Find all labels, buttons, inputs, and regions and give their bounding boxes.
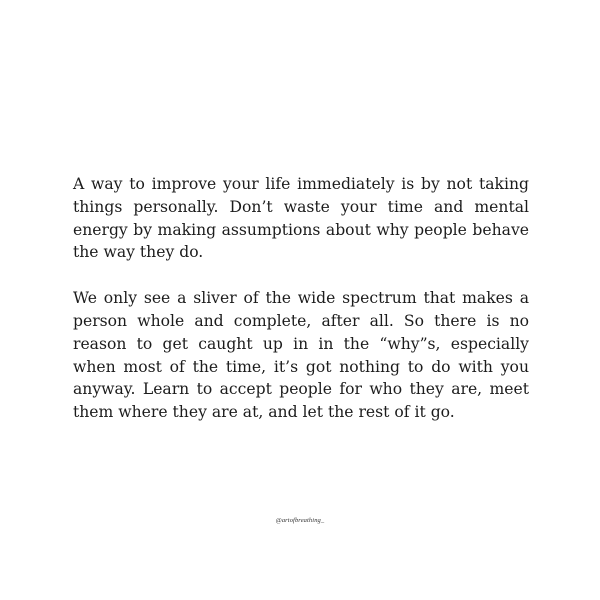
quote-paragraph-2: We only see a sliver of the wide spectrum that makes a person whole and complete, after all. So there is no reason to get caught up in in the “why”s, especially when most of the time, it’s got nothing to do with you anyway. Learn to accept people for who they are, meet them where they are at, and let the rest of it go. [73, 289, 529, 422]
quote-paragraph-1: A way to improve your life immediately is by not taking things personally. Don’t waste your time and mental energy by making assumptions about why people behave the way they do. [73, 175, 529, 262]
author-handle: @artofbreathing_ [275, 517, 325, 524]
quote-body [73, 173, 529, 424]
